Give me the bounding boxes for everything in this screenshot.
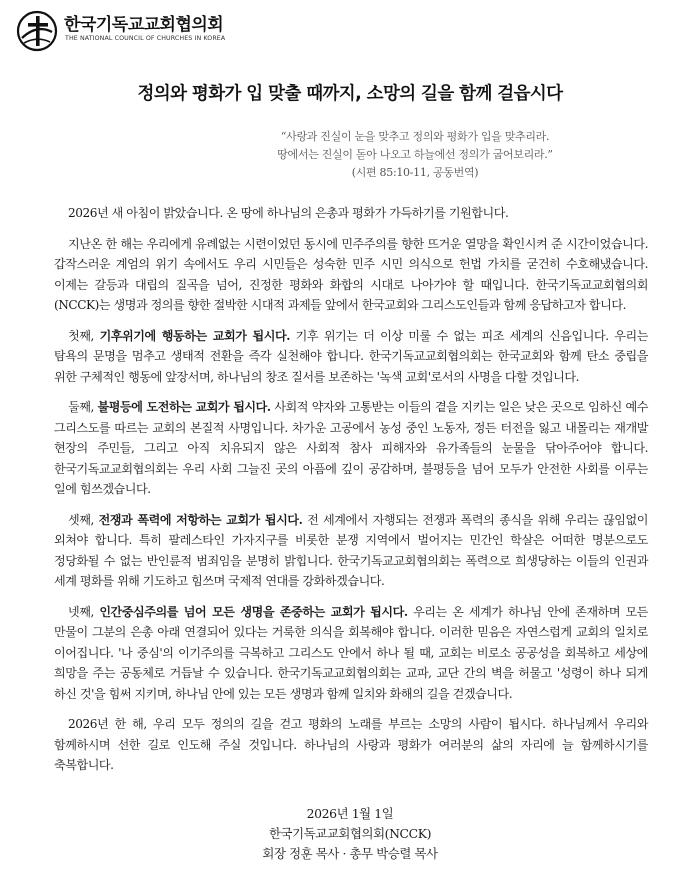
- paragraph-heading: 기후위기에 행동하는 교회가 됩시다.: [99, 328, 290, 343]
- letter-body: [54, 203, 648, 786]
- paragraph-text: 우리는 온 세계가 하나님 안에 존재하며 모든 만물이 그분의 은총 아래 연결되어 있다는 거룩한 의식을 회복해야 합니다. 이러한 믿음은 자연스럽게 교회의 일치로 이어집니다. '나 중심'의 이기주의를 극복하고 그리스도 안에서 하나 될 때, 교회는 비로소 공공성을 회복하고 세상에 희망을 주는 공동체로 거듭날 수 있습니다. 한국기독교교회협의회는 교파, 교단 간의 벽을 허물고 '성령이 하나 되게 하신 것'을 힘써 지키며, 하나님 안에 있는 모든 생명과 함께 일치와 화해의 길을 걷겠습니다.: [54, 604, 648, 701]
- letterhead: [14, 8, 686, 48]
- signature-org: 한국기독교교회협의회(NCCK): [268, 826, 432, 841]
- quote-line-2: 땅에서는 진실이 돋아 나오고 하늘에선 정의가 굽어보리라.”: [277, 148, 553, 161]
- paragraph-text: 전 세계에서 자행되는 전쟁과 폭력의 종식을 위해 우리는 끊임없이 외쳐야 합니다. 특히 팔레스타인 가자지구를 비롯한 분쟁 지역에서 벌어지는 민간인 학살은 어떠한 명분으로도 정당화될 수 없는 반인륜적 범죄임을 분명히 밝힙니다. 한국기독교교회협의회는 폭력으로 희생당하는 이들의 인권과 세계 평화를 위해 기도하고 힘쓰며 국제적 연대를 강화하겠습니다.: [54, 512, 648, 588]
- paragraph-text: 기후 위기는 더 이상 미룰 수 없는 피조 세계의 신음입니다. 우리는 탐욕의 문명을 멈추고 생태적 전환을 즉각 실천해야 합니다. 한국기독교교회협의회는 한국교회와 함께 탄소 중립을 위한 구체적인 행동에 앞장서며, 하나님의 창조 질서를 보존하는 '녹색 교회'로서의 사명을 다할 것입니다.: [54, 328, 649, 384]
- paragraph-heading: 불평등에 도전하는 교회가 됩시다.: [97, 400, 271, 414]
- paragraph-prefix: 첫째,: [68, 328, 100, 343]
- paragraph-greeting: 2026년 새 아침이 밝았습니다. 온 땅에 하나님의 은총과 평화가 가득하기를 기원합니다.: [68, 206, 509, 220]
- org-name-en: THE NATIONAL COUNCIL OF CHURCHES IN KOREA: [65, 35, 226, 42]
- org-name-ko: 한국기독교교회협의회: [64, 15, 224, 35]
- signature-block: [0, 804, 700, 864]
- quote-line-1: “사랑과 진실이 눈을 맞추고 정의와 평화가 입을 맞추리라.: [280, 130, 550, 143]
- signature-names: 회장 정훈 목사 · 총무 박승렬 목사: [262, 846, 438, 861]
- ncck-cross-logo-icon: [16, 10, 58, 52]
- signature-date: 2026년 1월 1일: [306, 806, 394, 821]
- paragraph-second: [54, 397, 648, 500]
- paragraph-fourth: [54, 602, 648, 705]
- paragraph-text: 사회적 약자와 고통받는 이들의 곁을 지키는 일은 낮은 곳으로 임하신 예수 그리스도를 따르는 교회의 본질적 사명입니다. 차가운 고공에서 농성 중인 노동자, 정든 터전을 잃고 내몰리는 재개발 현장의 주민들, 그리고 아직 치유되지 않은 사회적 참사 피해자와 유가족들의 눈물을 닦아주어야 합니다. 한국기독교교회협의회는 우리 사회 그늘진 곳의 아픔에 깊이 공감하며, 불평등을 넘어 모두가 안전한 사회를 이루는 일에 힘쓰겠습니다.: [54, 400, 648, 496]
- paragraph-intro: 지난온 한 해는 우리에게 유례없는 시련이었던 동시에 민주주의를 향한 뜨거운 열망을 확인시켜 준 시간이었습니다. 갑작스러운 계엄의 위기 속에서도 우리 시민들은 성숙한 민주 시민 의식으로 헌법 가치를 굳건히 수호해냈습니다. 이제는 갈등과 대립의 질곡을 넘어, 진정한 평화와 화합의 시대로 나아가야 할 때입니다. 한국기독교교회협의회(NCCK)는 생명과 정의를 향한 절박한 시대적 과제들 앞에서 한국교회와 그리스도인들과 함께 응답하고자 합니다.: [54, 236, 648, 312]
- quote-source: (시편 85:10-11, 공동번역): [351, 166, 479, 179]
- paragraph-first: [54, 326, 648, 388]
- paragraph-heading: 전쟁과 폭력에 저항하는 교회가 됩시다.: [98, 512, 303, 527]
- paragraph-prefix: 셋째,: [68, 512, 99, 527]
- paragraph-prefix: 둘째,: [68, 400, 98, 414]
- paragraph-third: [54, 510, 648, 592]
- paragraph-closing: 2026년 한 해, 우리 모두 정의의 길을 걷고 평화의 노래를 부르는 소망의 사람이 됩시다. 하나님께서 우리와 함께하시며 선한 길로 인도해 주실 것입니다. 하나님의 사랑과 평화가 여러분의 삶의 자리에 늘 함께하시기를 축복합니다.: [54, 717, 648, 772]
- scripture-quote: [180, 128, 650, 182]
- page-title: 정의와 평화가 입 맞출 때까지, 소망의 길을 함께 걸읍시다: [137, 84, 563, 104]
- paragraph-prefix: 넷째,: [68, 604, 100, 619]
- paragraph-heading: 인간중심주의를 넘어 모든 생명을 존중하는 교회가 됩시다.: [99, 604, 408, 619]
